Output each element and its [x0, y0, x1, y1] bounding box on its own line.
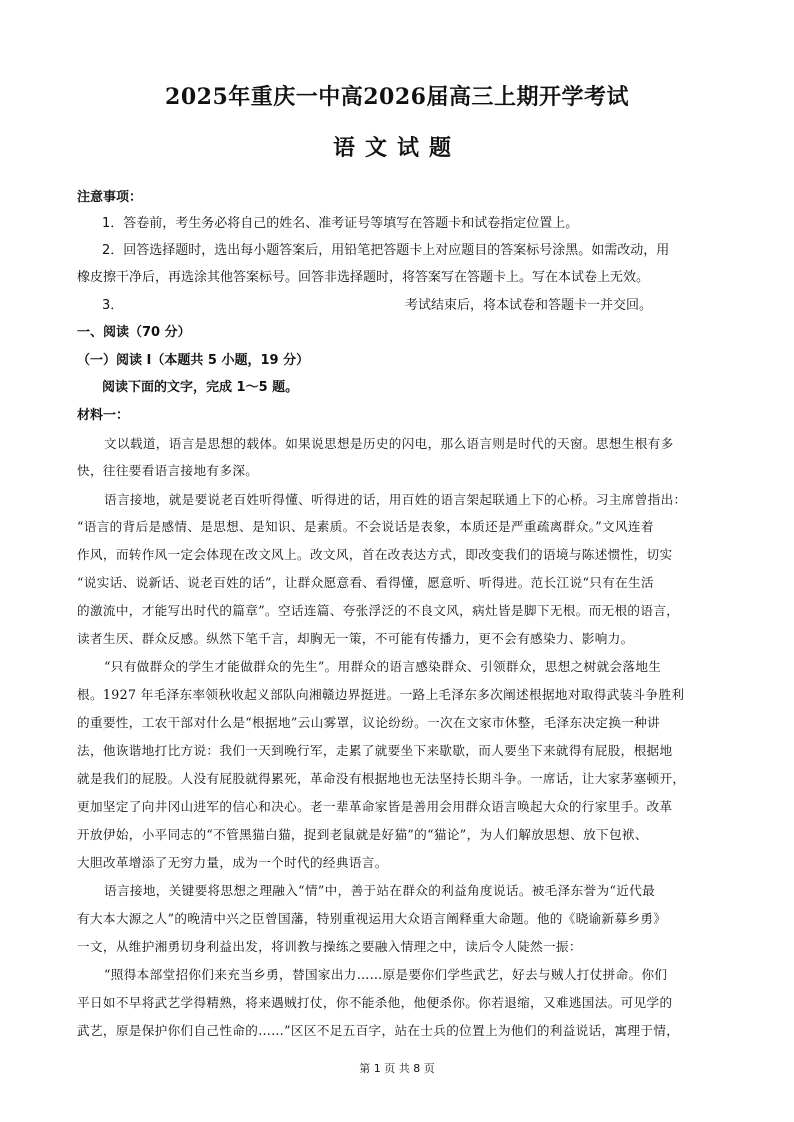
passage-line: 平日如不早将武艺学得精熟，将来遇贼打仗，你不能杀他，他便杀你。你若退缩，又难逃国法。可见学的	[77, 995, 673, 1010]
notice-item-3-number: 3．	[102, 298, 124, 313]
passage-line: “只有做群众的学生才能做群众的先生”。用群众的语言感染群众、引领群众，思想之树就会落地生	[104, 659, 662, 674]
passage-line: 根。1927 年毛泽东率领秋收起义部队向湘赣边界挺进。一路上毛泽东多次阐述根据地对取得武装斗争胜利	[77, 687, 685, 702]
passage-line: 的激流中，才能写出时代的篇章”。空话连篇、夸张浮泛的不良文风，病灶皆是脚下无根。而无根的语言，	[77, 603, 680, 618]
passage-line: 快，往往要看语言接地有多深。	[77, 463, 259, 478]
passage-line: 读者生厌、群众反感。纵然下笔千言，却胸无一策，不可能有传播力，更不会有感染力、影响力。	[77, 631, 634, 646]
page-number: 第 1 页 共 8 页	[359, 1062, 435, 1075]
notice-item-3-text: 考试结束后，将本试卷和答题卡一并交回。	[405, 298, 653, 313]
section-subheading: （一）阅读 I（本题共 5 小题，19 分）	[77, 353, 310, 368]
passage-line: “说实话、说新话、说老百姓的话”，让群众愿意看、看得懂，愿意听、听得进。范长江说“只有在生活	[77, 575, 654, 590]
exam-subtitle: 语文试题	[332, 135, 461, 161]
passage-line: 的重要性，工农干部对什么是“根据地”云山雾罩，议论纷纷。一次在文家市休整，毛泽东决定换一种讲	[77, 715, 661, 730]
reading-instruction: 阅读下面的文字，完成 1～5 题。	[102, 380, 299, 395]
passage-line: 语言接地，就是要说老百姓听得懂、听得进的话，用百姓的语言架起联通上下的心桥。习主席曾指出：	[104, 492, 687, 507]
passage-line: 大胆改革增添了无穷力量，成为一个时代的经典语言。	[77, 855, 388, 870]
passage-line: 文以载道，语言是思想的载体。如果说思想是历史的闪电，那么语言则是时代的天窗。思想生根有多	[104, 436, 674, 451]
passage-line: 作风，而转作风一定会体现在改文风上。改文风，首在改表达方式，即改变我们的语境与陈述惯性，切实	[77, 547, 673, 562]
passage-line: 法，他诙谐地打比方说：我们一天到晚行军，走累了就要坐下来歇歇，而人要坐下来就得有屁股，根据地	[77, 743, 673, 758]
passage-line: 开放伊始，小平同志的“不管黑猫白猫，捉到老鼠就是好猫”的“猫论”，为人们解放思想、放下包袱、	[77, 827, 648, 842]
passage-line: 语言接地，关键要将思想之理融入“情”中，善于站在群众的利益角度说话。被毛泽东誉为“近代最	[104, 883, 656, 898]
notice-item-2-line-2: 橡皮擦干净后，再选涂其他答案标号。回答非选择题时，将答案写在答题卡上。写在本试卷上无效。	[77, 270, 650, 285]
passage-line: 就是我们的屁股。人没有屁股就得累死，革命没有根据地也无法坚持长期斗争。一席话，让大家茅塞顿开，	[77, 771, 686, 786]
notice-item-1: 1．答卷前，考生务必将自己的姓名、准考证号等填写在答题卡和试卷指定位置上。	[102, 216, 579, 231]
passage-line: “照得本部堂招你们来充当乡勇，替国家出力……原是要你们学些武艺，好去与贼人打仗拼命。你们	[104, 967, 668, 982]
notice-heading: 注意事项：	[77, 190, 143, 205]
passage-line: 有大本大源之人”的晚清中兴之臣曾国藩，特别重视运用大众语言阐释重大命题。他的《晓谕新募乡勇》	[77, 911, 667, 926]
passage-line: 更加坚定了向井冈山进军的信心和决心。老一辈革命家皆是善用会用群众语言唤起大众的行家里手。改革	[77, 799, 673, 814]
material-label: 材料一：	[77, 408, 130, 423]
section-heading: 一、阅读（70 分）	[77, 325, 191, 340]
exam-title: 2025年重庆一中高2026届高三上期开学考试	[165, 84, 629, 110]
passage-line: 武艺，原是保护你们自己性命的……”区区不足五百字，站在士兵的位置上为他们的利益说话，寓理于情，	[77, 1023, 680, 1038]
notice-item-2-line-1: 2．回答选择题时，选出每小题答案后，用铅笔把答题卡上对应题目的答案标号涂黑。如需改动，用	[102, 243, 670, 258]
passage-line: “语言的背后是感情、是思想、是知识、是素质。不会说话是表象，本质还是严重疏离群众。”文风连着	[77, 519, 654, 534]
passage-line: 一文，从维护湘勇切身利益出发，将训教与操练之要融入情理之中，读后令人陡然一振：	[77, 939, 582, 954]
